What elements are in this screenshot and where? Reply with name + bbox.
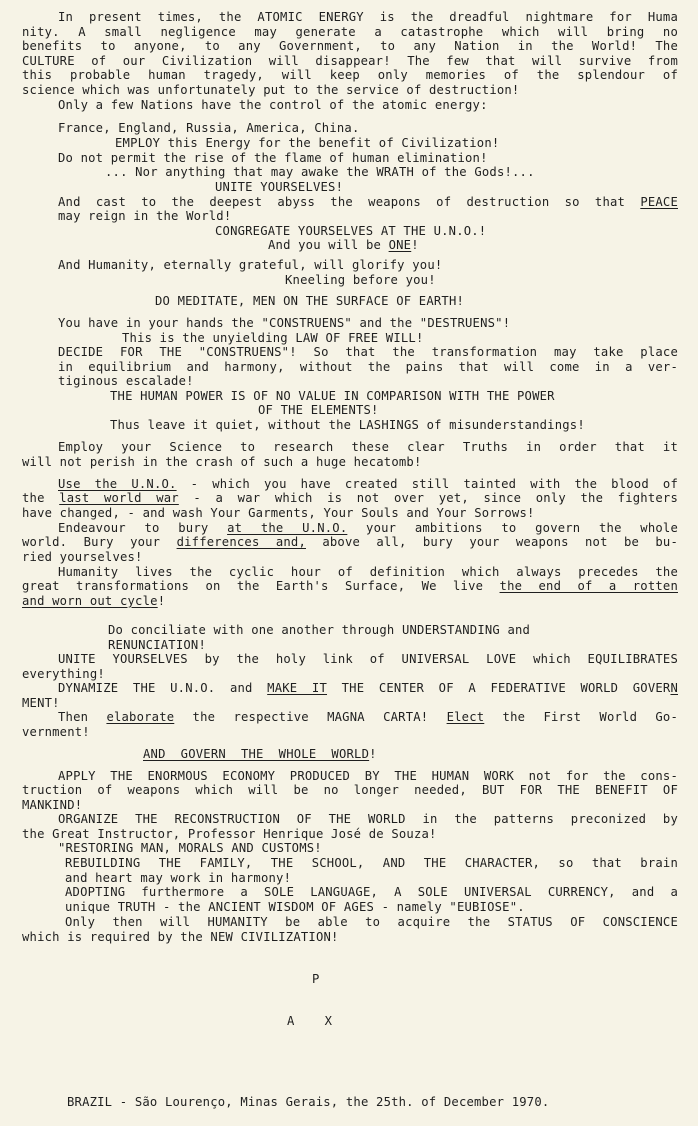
text-line: in equilibrium and harmony, without the pains that will come in a ver-	[58, 360, 678, 374]
text-segment: in the patterns preconized by	[422, 812, 678, 826]
text-line: tiginous escalade!	[58, 374, 194, 388]
text-line: OF THE ELEMENTS!	[258, 403, 379, 417]
text-line	[268, 238, 419, 252]
text-line	[22, 535, 678, 549]
text-line: Do conciliate with one another through UNDERSTANDING and	[108, 623, 531, 637]
text-line: You have in your hands the "CONSTRUENS" and the "DESTRUENS"!	[58, 316, 511, 330]
text-line	[58, 710, 678, 724]
underlined-text: Use the U.N.O.	[58, 477, 177, 491]
text-segment	[406, 812, 423, 826]
text-line: In present times, the ATOMIC ENERGY is the dreadful nightmare for Huma	[58, 10, 678, 24]
text-line: P	[312, 972, 320, 986]
text-segment: And you will be	[268, 238, 389, 252]
text-line	[58, 477, 678, 491]
underlined-text: MAKE IT	[267, 681, 328, 695]
underlined-text: differences and,	[176, 535, 306, 549]
text-line: Only a few Nations have the control of the atomic energy:	[58, 98, 488, 112]
text-line: vernment!	[22, 725, 90, 739]
text-line: unique TRUTH - the ANCIENT WISDOM OF AGES - namely "EUBIOSE".	[65, 900, 525, 914]
text-line: CULTURE of our Civilization will disappear! The few that will survive from	[22, 54, 678, 68]
underlined-text: at the U.N.O.	[227, 521, 348, 535]
text-segment: - which you have created still tainted with the blood of	[176, 477, 678, 491]
text-line: the Great Instructor, Professor Henrique José de Souza!	[22, 827, 437, 841]
text-line: EMPLOY this Energy for the benefit of Civilization!	[115, 136, 500, 150]
text-segment: Endeavour to bury	[58, 521, 228, 535]
text-line: This is the unyielding LAW OF FREE WILL!	[122, 331, 424, 345]
text-segment: your ambitions to govern the whole	[347, 521, 678, 535]
text-line	[143, 747, 377, 761]
text-segment: THE CENTER OF A FEDERATIVE WORLD GOVER	[327, 681, 671, 695]
text-line: have changed, - and wash Your Garments, Your Souls and Your Sorrows!	[22, 506, 535, 520]
underlined-text: AND GOVERN THE WHOLE WORLD	[143, 747, 370, 761]
underlined-text: PEACE	[640, 195, 678, 209]
underlined-text: elaborate	[106, 710, 175, 724]
text-line: Kneeling before you!	[285, 273, 436, 287]
text-line	[58, 195, 678, 209]
text-line: CONGREGATE YOURSELVES AT THE U.N.O.!	[215, 224, 487, 238]
text-line: MENT!	[22, 696, 60, 710]
text-line: will not perish in the crash of such a huge hecatomb!	[22, 455, 422, 469]
text-segment: !	[369, 747, 377, 761]
text-line: and heart may work in harmony!	[65, 871, 292, 885]
text-line: MANKIND!	[22, 798, 83, 812]
text-line: Employ your Science to research these clear Truths in order that it	[58, 440, 678, 454]
underlined-text: ONE	[388, 238, 412, 252]
text-line: Only then will HUMANITY be able to acquire the STATUS OF CONSCIENCE	[65, 915, 678, 929]
underlined-text: the end of a rotten	[499, 579, 678, 593]
text-line	[22, 491, 678, 505]
text-line: science which was unfortunately put to the service of destruction!	[22, 83, 520, 97]
text-line: DO MEDITATE, MEN ON THE SURFACE OF EARTH!	[155, 294, 465, 308]
text-line	[22, 579, 678, 593]
text-line: may reign in the World!	[58, 209, 232, 223]
text-line: nity. A small negligence may generate a catastrophe which will bring no	[22, 25, 678, 39]
text-line: ... Nor anything that may awake the WRATH of the Gods!...	[105, 165, 535, 179]
text-line	[58, 521, 678, 535]
text-segment: the	[22, 491, 60, 505]
text-segment: - a war which is not over yet, since only the fighters	[178, 491, 678, 505]
text-line: truction of weapons which will be no longer needed, BUT FOR THE BENEFIT OF	[22, 783, 678, 797]
text-line: UNITE YOURSELVES by the holy link of UNIVERSAL LOVE which EQUILIBRATES	[58, 652, 678, 666]
text-line: this probable human tragedy, will keep only memories of the splendour of	[22, 68, 678, 82]
text-line: benefits to anyone, to any Government, to any Nation in the World! The	[22, 39, 678, 53]
text-line: RENUNCIATION!	[108, 638, 206, 652]
text-line: APPLY THE ENORMOUS ECONOMY PRODUCED BY THE HUMAN WORK not for the cons-	[58, 769, 678, 783]
underlined-text: last world war	[59, 491, 179, 505]
text-line: REBUILDING THE FAMILY, THE SCHOOL, AND THE CHARACTER, so that brain	[65, 856, 678, 870]
text-line: France, England, Russia, America, China.	[58, 121, 360, 135]
text-line: ried yourselves!	[22, 550, 143, 564]
text-line: BRAZIL - São Lourenço, Minas Gerais, the 25th. of December 1970.	[67, 1095, 550, 1109]
text-segment: !	[411, 238, 419, 252]
text-segment: DYNAMIZE THE U.N.O. and	[58, 681, 268, 695]
text-line: A X	[287, 1014, 333, 1028]
text-line	[58, 681, 678, 695]
text-line	[22, 594, 165, 608]
text-segment: world. Bury your	[22, 535, 177, 549]
text-segment: the respective MAGNA CARTA!	[174, 710, 447, 724]
text-segment: ORGANIZE THE RECONSTRUCTION OF THE WORLD	[58, 812, 406, 826]
text-line: And Humanity, eternally grateful, will glorify you!	[58, 258, 443, 272]
text-line	[58, 812, 678, 826]
text-line: Thus leave it quiet, without the LASHINGS of misunderstandings!	[110, 418, 585, 432]
text-line: Humanity lives the cyclic hour of definition which always precedes the	[58, 565, 678, 579]
text-line: ADOPTING furthermore a SOLE LANGUAGE, A SOLE UNIVERSAL CURRENCY, and a	[65, 885, 678, 899]
text-segment: the First World Go-	[484, 710, 679, 724]
underlined-text: and worn out cycle	[22, 594, 158, 608]
text-segment: !	[157, 594, 166, 608]
text-segment: great transformations on the Earth's Surface, We live	[22, 579, 500, 593]
text-line: Do not permit the rise of the flame of human elimination!	[58, 151, 488, 165]
text-line: UNITE YOURSELVES!	[215, 180, 344, 194]
underlined-text: N	[670, 681, 678, 695]
text-line: THE HUMAN POWER IS OF NO VALUE IN COMPARISON WITH THE POWER	[110, 389, 555, 403]
text-line: DECIDE FOR THE "CONSTRUENS"! So that the transformation may take place	[58, 345, 678, 359]
text-segment: And cast to the deepest abyss the weapons of destruction so that	[58, 195, 641, 209]
underlined-text: Elect	[446, 710, 485, 724]
text-line: which is required by the NEW CIVILIZATION!	[22, 930, 339, 944]
text-line: "RESTORING MAN, MORALS AND CUSTOMS!	[58, 841, 322, 855]
text-segment: Then	[58, 710, 107, 724]
text-line: everything!	[22, 667, 105, 681]
text-segment: above all, bury your weapons not be bu-	[306, 535, 678, 549]
